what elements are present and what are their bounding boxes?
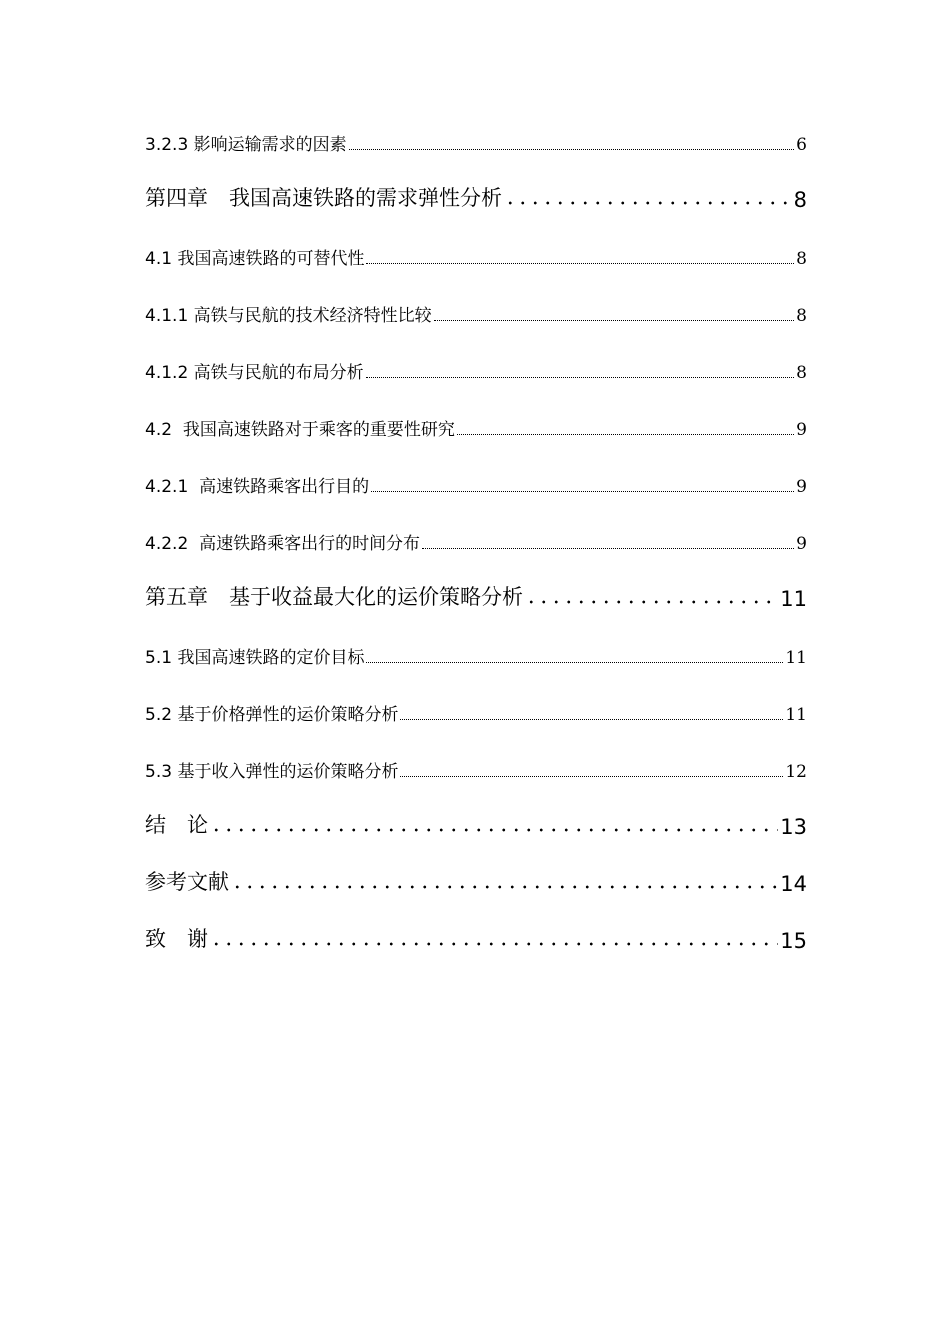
dot-leader: [366, 662, 783, 663]
toc-entry-4-2-2[interactable]: [145, 497, 807, 554]
toc-entry-conclusion[interactable]: [145, 782, 807, 839]
toc-entry-chapter-5[interactable]: [145, 554, 807, 611]
dot-leader: [210, 827, 778, 833]
toc-entry-page: 12: [785, 762, 807, 782]
dot-leader: [349, 149, 795, 150]
toc-entry-label: 结 论: [145, 813, 208, 837]
dot-leader: [504, 200, 792, 206]
dot-leader: [422, 548, 794, 549]
toc-entry-label: 4.1.1 高铁与民航的技术经济特性比较: [145, 306, 432, 326]
dot-leader: [434, 320, 795, 321]
toc-entry-page: 13: [780, 815, 807, 839]
toc-entry-label: 5.3 基于收入弹性的运价策略分析: [145, 762, 399, 782]
dot-leader: [366, 263, 794, 264]
toc-entry-4-2-1[interactable]: [145, 440, 807, 497]
toc-entry-acknowledgements[interactable]: [145, 896, 807, 953]
toc-entry-page: 11: [780, 587, 807, 611]
toc-entry-label: 4.1 我国高速铁路的可替代性: [145, 249, 365, 269]
dot-leader: [366, 377, 795, 378]
dot-leader: [371, 491, 794, 492]
dot-leader: [457, 434, 794, 435]
toc-entry-4-1-1[interactable]: [145, 269, 807, 326]
toc-entry-chapter-4[interactable]: [145, 155, 807, 212]
toc-entry-5-1[interactable]: [145, 611, 807, 668]
toc-entry-5-2[interactable]: [145, 668, 807, 725]
dot-leader: [400, 719, 783, 720]
toc-entry-page: 11: [785, 705, 807, 725]
toc-entry-page: 6: [796, 135, 807, 155]
toc-entry-label: 第五章 基于收益最大化的运价策略分析: [145, 585, 523, 609]
toc-entry-3-2-3[interactable]: [145, 122, 807, 155]
toc-entry-page: 9: [796, 534, 807, 554]
toc-entry-label: 4.2.1 高速铁路乘客出行目的: [145, 477, 370, 497]
toc-entry-label: 4.1.2 高铁与民航的布局分析: [145, 363, 364, 383]
toc-entry-label: 第四章 我国高速铁路的需求弹性分析: [145, 186, 502, 210]
toc-entry-page: 8: [796, 363, 807, 383]
toc-entry-page: 8: [796, 249, 807, 269]
toc-entry-4-2[interactable]: [145, 383, 807, 440]
dot-leader: [400, 776, 783, 777]
table-of-contents: [145, 122, 807, 953]
toc-entry-5-3[interactable]: [145, 725, 807, 782]
toc-entry-label: 4.2.2 高速铁路乘客出行的时间分布: [145, 534, 421, 554]
toc-entry-page: 9: [796, 420, 807, 440]
dot-leader: [231, 884, 778, 890]
toc-entry-page: 15: [780, 929, 807, 953]
dot-leader: [525, 599, 778, 605]
toc-entry-4-1[interactable]: [145, 212, 807, 269]
toc-entry-page: 8: [796, 306, 807, 326]
toc-entry-label: 参考文献: [145, 870, 229, 894]
toc-entry-page: 11: [785, 648, 807, 668]
toc-entry-label: 致 谢: [145, 927, 208, 951]
toc-entry-page: 9: [796, 477, 807, 497]
toc-entry-label: 5.1 我国高速铁路的定价目标: [145, 648, 365, 668]
toc-entry-4-1-2[interactable]: [145, 326, 807, 383]
toc-entry-label: 4.2 我国高速铁路对于乘客的重要性研究: [145, 420, 455, 440]
toc-entry-references[interactable]: [145, 839, 807, 896]
toc-entry-page: 8: [793, 188, 807, 212]
dot-leader: [210, 941, 778, 947]
toc-entry-label: 3.2.3 影响运输需求的因素: [145, 135, 347, 155]
toc-entry-page: 14: [780, 872, 807, 896]
toc-entry-label: 5.2 基于价格弹性的运价策略分析: [145, 705, 399, 725]
